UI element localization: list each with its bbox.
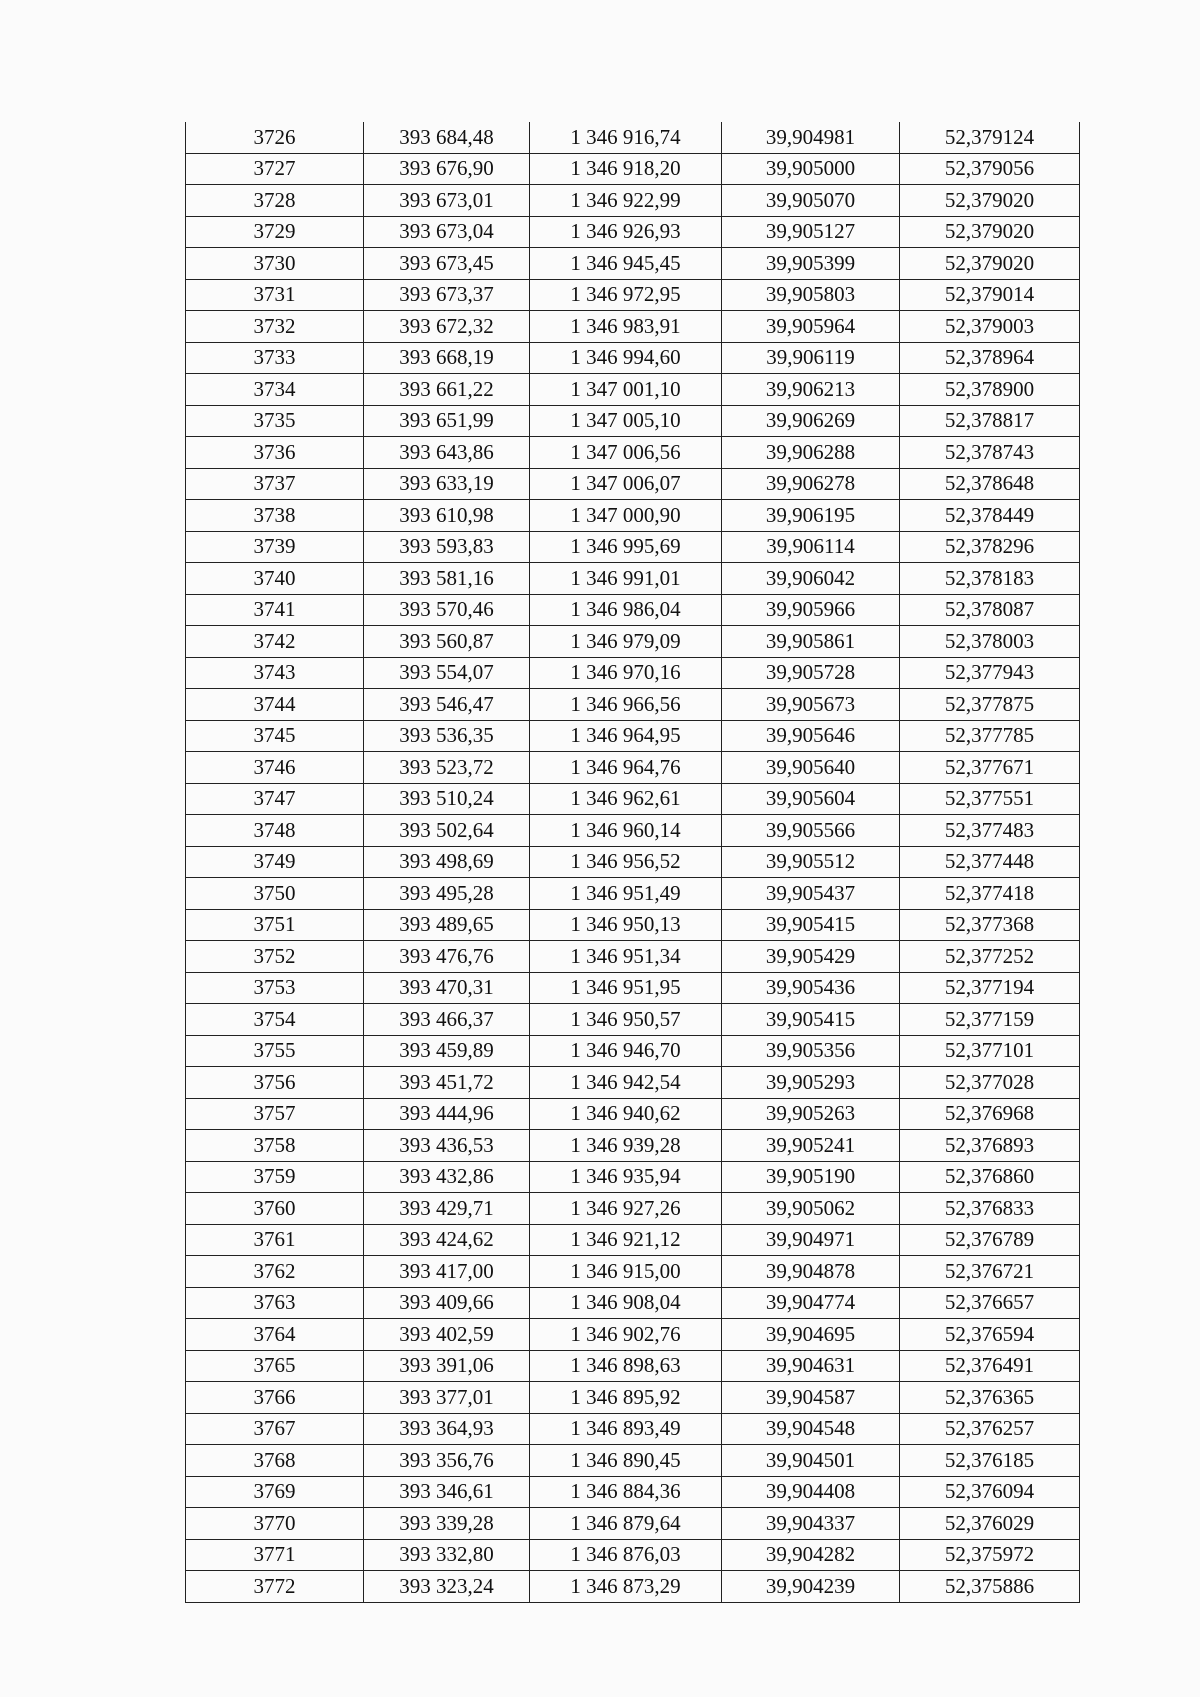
table-row: [186, 1067, 1080, 1099]
point-number-cell: 3734: [186, 374, 364, 406]
latitude-cell: 52,379020: [900, 185, 1080, 217]
longitude-cell: 39,905964: [722, 311, 900, 343]
longitude-cell: 39,906288: [722, 437, 900, 469]
longitude-cell: 39,905437: [722, 878, 900, 910]
y-coordinate-cell: 1 346 898,63: [530, 1350, 722, 1382]
latitude-cell: 52,378087: [900, 594, 1080, 626]
y-coordinate-cell: 1 346 879,64: [530, 1508, 722, 1540]
table-row: [186, 594, 1080, 626]
y-coordinate-cell: 1 346 983,91: [530, 311, 722, 343]
longitude-cell: 39,905190: [722, 1161, 900, 1193]
longitude-cell: 39,904501: [722, 1445, 900, 1477]
y-coordinate-cell: 1 346 908,04: [530, 1287, 722, 1319]
longitude-cell: 39,906042: [722, 563, 900, 595]
x-coordinate-cell: 393 661,22: [364, 374, 530, 406]
latitude-cell: 52,376594: [900, 1319, 1080, 1351]
point-number-cell: 3730: [186, 248, 364, 280]
x-coordinate-cell: 393 432,86: [364, 1161, 530, 1193]
x-coordinate-cell: 393 668,19: [364, 342, 530, 374]
table-row: [186, 815, 1080, 847]
longitude-cell: 39,905356: [722, 1035, 900, 1067]
x-coordinate-cell: 393 633,19: [364, 468, 530, 500]
table-row: [186, 1193, 1080, 1225]
point-number-cell: 3758: [186, 1130, 364, 1162]
table-row: [186, 1161, 1080, 1193]
x-coordinate-cell: 393 676,90: [364, 153, 530, 185]
x-coordinate-cell: 393 451,72: [364, 1067, 530, 1099]
point-number-cell: 3760: [186, 1193, 364, 1225]
table-row: [186, 563, 1080, 595]
point-number-cell: 3757: [186, 1098, 364, 1130]
point-number-cell: 3772: [186, 1571, 364, 1603]
table-row: [186, 878, 1080, 910]
y-coordinate-cell: 1 346 946,70: [530, 1035, 722, 1067]
longitude-cell: 39,905512: [722, 846, 900, 878]
x-coordinate-cell: 393 346,61: [364, 1476, 530, 1508]
table-row: [186, 1508, 1080, 1540]
y-coordinate-cell: 1 346 964,76: [530, 752, 722, 784]
point-number-cell: 3738: [186, 500, 364, 532]
table-row: [186, 1287, 1080, 1319]
latitude-cell: 52,377785: [900, 720, 1080, 752]
point-number-cell: 3741: [186, 594, 364, 626]
y-coordinate-cell: 1 346 951,95: [530, 972, 722, 1004]
latitude-cell: 52,377101: [900, 1035, 1080, 1067]
point-number-cell: 3744: [186, 689, 364, 721]
table-row: [186, 248, 1080, 280]
longitude-cell: 39,904971: [722, 1224, 900, 1256]
point-number-cell: 3765: [186, 1350, 364, 1382]
latitude-cell: 52,379003: [900, 311, 1080, 343]
x-coordinate-cell: 393 581,16: [364, 563, 530, 595]
point-number-cell: 3743: [186, 657, 364, 689]
point-number-cell: 3748: [186, 815, 364, 847]
point-number-cell: 3759: [186, 1161, 364, 1193]
point-number-cell: 3769: [186, 1476, 364, 1508]
x-coordinate-cell: 393 672,32: [364, 311, 530, 343]
table-row: [186, 1256, 1080, 1288]
y-coordinate-cell: 1 346 950,13: [530, 909, 722, 941]
longitude-cell: 39,905803: [722, 279, 900, 311]
y-coordinate-cell: 1 346 945,45: [530, 248, 722, 280]
latitude-cell: 52,377483: [900, 815, 1080, 847]
x-coordinate-cell: 393 673,01: [364, 185, 530, 217]
point-number-cell: 3739: [186, 531, 364, 563]
table-row: [186, 1130, 1080, 1162]
latitude-cell: 52,376721: [900, 1256, 1080, 1288]
longitude-cell: 39,904548: [722, 1413, 900, 1445]
longitude-cell: 39,905604: [722, 783, 900, 815]
y-coordinate-cell: 1 346 876,03: [530, 1539, 722, 1571]
latitude-cell: 52,377159: [900, 1004, 1080, 1036]
table-row: [186, 216, 1080, 248]
y-coordinate-cell: 1 346 916,74: [530, 122, 722, 153]
longitude-cell: 39,906114: [722, 531, 900, 563]
y-coordinate-cell: 1 347 000,90: [530, 500, 722, 532]
latitude-cell: 52,377194: [900, 972, 1080, 1004]
y-coordinate-cell: 1 346 918,20: [530, 153, 722, 185]
latitude-cell: 52,375886: [900, 1571, 1080, 1603]
latitude-cell: 52,379020: [900, 248, 1080, 280]
point-number-cell: 3727: [186, 153, 364, 185]
point-number-cell: 3756: [186, 1067, 364, 1099]
coordinates-table-body: [186, 122, 1080, 1602]
longitude-cell: 39,905062: [722, 1193, 900, 1225]
x-coordinate-cell: 393 489,65: [364, 909, 530, 941]
latitude-cell: 52,377448: [900, 846, 1080, 878]
point-number-cell: 3754: [186, 1004, 364, 1036]
y-coordinate-cell: 1 346 902,76: [530, 1319, 722, 1351]
y-coordinate-cell: 1 346 995,69: [530, 531, 722, 563]
longitude-cell: 39,905646: [722, 720, 900, 752]
point-number-cell: 3766: [186, 1382, 364, 1414]
longitude-cell: 39,904282: [722, 1539, 900, 1571]
point-number-cell: 3736: [186, 437, 364, 469]
table-row: [186, 846, 1080, 878]
point-number-cell: 3737: [186, 468, 364, 500]
latitude-cell: 52,376893: [900, 1130, 1080, 1162]
latitude-cell: 52,376491: [900, 1350, 1080, 1382]
longitude-cell: 39,905415: [722, 1004, 900, 1036]
latitude-cell: 52,376833: [900, 1193, 1080, 1225]
point-number-cell: 3755: [186, 1035, 364, 1067]
x-coordinate-cell: 393 560,87: [364, 626, 530, 658]
point-number-cell: 3726: [186, 122, 364, 153]
y-coordinate-cell: 1 347 006,07: [530, 468, 722, 500]
y-coordinate-cell: 1 346 873,29: [530, 1571, 722, 1603]
point-number-cell: 3762: [186, 1256, 364, 1288]
longitude-cell: 39,905728: [722, 657, 900, 689]
point-number-cell: 3728: [186, 185, 364, 217]
table-row: [186, 626, 1080, 658]
longitude-cell: 39,905241: [722, 1130, 900, 1162]
x-coordinate-cell: 393 593,83: [364, 531, 530, 563]
y-coordinate-cell: 1 346 942,54: [530, 1067, 722, 1099]
latitude-cell: 52,378817: [900, 405, 1080, 437]
y-coordinate-cell: 1 346 986,04: [530, 594, 722, 626]
table-row: [186, 468, 1080, 500]
latitude-cell: 52,377551: [900, 783, 1080, 815]
x-coordinate-cell: 393 377,01: [364, 1382, 530, 1414]
point-number-cell: 3753: [186, 972, 364, 1004]
table-row: [186, 1098, 1080, 1130]
longitude-cell: 39,905429: [722, 941, 900, 973]
y-coordinate-cell: 1 346 964,95: [530, 720, 722, 752]
x-coordinate-cell: 393 684,48: [364, 122, 530, 153]
x-coordinate-cell: 393 332,80: [364, 1539, 530, 1571]
point-number-cell: 3770: [186, 1508, 364, 1540]
x-coordinate-cell: 393 651,99: [364, 405, 530, 437]
point-number-cell: 3733: [186, 342, 364, 374]
latitude-cell: 52,379014: [900, 279, 1080, 311]
x-coordinate-cell: 393 459,89: [364, 1035, 530, 1067]
longitude-cell: 39,906269: [722, 405, 900, 437]
point-number-cell: 3732: [186, 311, 364, 343]
point-number-cell: 3763: [186, 1287, 364, 1319]
latitude-cell: 52,377028: [900, 1067, 1080, 1099]
table-row: [186, 909, 1080, 941]
x-coordinate-cell: 393 436,53: [364, 1130, 530, 1162]
latitude-cell: 52,378900: [900, 374, 1080, 406]
longitude-cell: 39,906119: [722, 342, 900, 374]
y-coordinate-cell: 1 346 926,93: [530, 216, 722, 248]
y-coordinate-cell: 1 346 922,99: [530, 185, 722, 217]
y-coordinate-cell: 1 346 994,60: [530, 342, 722, 374]
table-row: [186, 437, 1080, 469]
x-coordinate-cell: 393 339,28: [364, 1508, 530, 1540]
point-number-cell: 3749: [186, 846, 364, 878]
x-coordinate-cell: 393 364,93: [364, 1413, 530, 1445]
table-row: [186, 1476, 1080, 1508]
table-row: [186, 657, 1080, 689]
x-coordinate-cell: 393 470,31: [364, 972, 530, 1004]
y-coordinate-cell: 1 346 940,62: [530, 1098, 722, 1130]
point-number-cell: 3735: [186, 405, 364, 437]
table-row: [186, 500, 1080, 532]
longitude-cell: 39,904774: [722, 1287, 900, 1319]
x-coordinate-cell: 393 643,86: [364, 437, 530, 469]
point-number-cell: 3747: [186, 783, 364, 815]
table-row: [186, 1224, 1080, 1256]
latitude-cell: 52,378183: [900, 563, 1080, 595]
x-coordinate-cell: 393 536,35: [364, 720, 530, 752]
latitude-cell: 52,379020: [900, 216, 1080, 248]
latitude-cell: 52,378743: [900, 437, 1080, 469]
point-number-cell: 3746: [186, 752, 364, 784]
y-coordinate-cell: 1 346 935,94: [530, 1161, 722, 1193]
longitude-cell: 39,904981: [722, 122, 900, 153]
point-number-cell: 3750: [186, 878, 364, 910]
longitude-cell: 39,904695: [722, 1319, 900, 1351]
table-row: [186, 279, 1080, 311]
table-row: [186, 1539, 1080, 1571]
longitude-cell: 39,905640: [722, 752, 900, 784]
x-coordinate-cell: 393 610,98: [364, 500, 530, 532]
y-coordinate-cell: 1 346 951,49: [530, 878, 722, 910]
latitude-cell: 52,378964: [900, 342, 1080, 374]
point-number-cell: 3752: [186, 941, 364, 973]
longitude-cell: 39,905070: [722, 185, 900, 217]
table-row: [186, 972, 1080, 1004]
table-row: [186, 1035, 1080, 1067]
latitude-cell: 52,376789: [900, 1224, 1080, 1256]
latitude-cell: 52,378648: [900, 468, 1080, 500]
latitude-cell: 52,376185: [900, 1445, 1080, 1477]
longitude-cell: 39,906195: [722, 500, 900, 532]
longitude-cell: 39,905861: [722, 626, 900, 658]
table-row: [186, 1445, 1080, 1477]
y-coordinate-cell: 1 346 927,26: [530, 1193, 722, 1225]
x-coordinate-cell: 393 510,24: [364, 783, 530, 815]
table-row: [186, 1319, 1080, 1351]
longitude-cell: 39,904408: [722, 1476, 900, 1508]
table-row: [186, 122, 1080, 153]
longitude-cell: 39,906278: [722, 468, 900, 500]
y-coordinate-cell: 1 346 939,28: [530, 1130, 722, 1162]
x-coordinate-cell: 393 424,62: [364, 1224, 530, 1256]
latitude-cell: 52,377418: [900, 878, 1080, 910]
x-coordinate-cell: 393 429,71: [364, 1193, 530, 1225]
x-coordinate-cell: 393 417,00: [364, 1256, 530, 1288]
longitude-cell: 39,905415: [722, 909, 900, 941]
longitude-cell: 39,905293: [722, 1067, 900, 1099]
longitude-cell: 39,906213: [722, 374, 900, 406]
y-coordinate-cell: 1 346 960,14: [530, 815, 722, 847]
x-coordinate-cell: 393 356,76: [364, 1445, 530, 1477]
y-coordinate-cell: 1 346 956,52: [530, 846, 722, 878]
y-coordinate-cell: 1 346 951,34: [530, 941, 722, 973]
x-coordinate-cell: 393 502,64: [364, 815, 530, 847]
y-coordinate-cell: 1 346 921,12: [530, 1224, 722, 1256]
x-coordinate-cell: 393 673,37: [364, 279, 530, 311]
latitude-cell: 52,375972: [900, 1539, 1080, 1571]
longitude-cell: 39,905966: [722, 594, 900, 626]
table-row: [186, 153, 1080, 185]
table-row: [186, 185, 1080, 217]
latitude-cell: 52,376257: [900, 1413, 1080, 1445]
table-row: [186, 1382, 1080, 1414]
point-number-cell: 3729: [186, 216, 364, 248]
longitude-cell: 39,904878: [722, 1256, 900, 1288]
x-coordinate-cell: 393 402,59: [364, 1319, 530, 1351]
table-row: [186, 1004, 1080, 1036]
x-coordinate-cell: 393 673,04: [364, 216, 530, 248]
y-coordinate-cell: 1 347 005,10: [530, 405, 722, 437]
latitude-cell: 52,379056: [900, 153, 1080, 185]
table-row: [186, 752, 1080, 784]
y-coordinate-cell: 1 346 893,49: [530, 1413, 722, 1445]
latitude-cell: 52,377252: [900, 941, 1080, 973]
latitude-cell: 52,376657: [900, 1287, 1080, 1319]
y-coordinate-cell: 1 346 991,01: [530, 563, 722, 595]
x-coordinate-cell: 393 391,06: [364, 1350, 530, 1382]
table-row: [186, 720, 1080, 752]
latitude-cell: 52,377368: [900, 909, 1080, 941]
x-coordinate-cell: 393 466,37: [364, 1004, 530, 1036]
point-number-cell: 3745: [186, 720, 364, 752]
latitude-cell: 52,376029: [900, 1508, 1080, 1540]
y-coordinate-cell: 1 346 962,61: [530, 783, 722, 815]
table-row: [186, 531, 1080, 563]
y-coordinate-cell: 1 346 915,00: [530, 1256, 722, 1288]
x-coordinate-cell: 393 444,96: [364, 1098, 530, 1130]
table-row: [186, 941, 1080, 973]
latitude-cell: 52,378449: [900, 500, 1080, 532]
longitude-cell: 39,905000: [722, 153, 900, 185]
table-row: [186, 374, 1080, 406]
point-number-cell: 3731: [186, 279, 364, 311]
x-coordinate-cell: 393 523,72: [364, 752, 530, 784]
point-number-cell: 3768: [186, 1445, 364, 1477]
x-coordinate-cell: 393 546,47: [364, 689, 530, 721]
longitude-cell: 39,905127: [722, 216, 900, 248]
y-coordinate-cell: 1 346 966,56: [530, 689, 722, 721]
latitude-cell: 52,378296: [900, 531, 1080, 563]
longitude-cell: 39,905263: [722, 1098, 900, 1130]
x-coordinate-cell: 393 498,69: [364, 846, 530, 878]
latitude-cell: 52,376860: [900, 1161, 1080, 1193]
coordinates-table: [185, 122, 1080, 1603]
table-row: [186, 405, 1080, 437]
longitude-cell: 39,904587: [722, 1382, 900, 1414]
x-coordinate-cell: 393 673,45: [364, 248, 530, 280]
table-row: [186, 311, 1080, 343]
x-coordinate-cell: 393 323,24: [364, 1571, 530, 1603]
y-coordinate-cell: 1 346 895,92: [530, 1382, 722, 1414]
x-coordinate-cell: 393 409,66: [364, 1287, 530, 1319]
longitude-cell: 39,905399: [722, 248, 900, 280]
longitude-cell: 39,905673: [722, 689, 900, 721]
point-number-cell: 3740: [186, 563, 364, 595]
x-coordinate-cell: 393 495,28: [364, 878, 530, 910]
point-number-cell: 3751: [186, 909, 364, 941]
table-row: [186, 1350, 1080, 1382]
latitude-cell: 52,377671: [900, 752, 1080, 784]
table-row: [186, 342, 1080, 374]
latitude-cell: 52,379124: [900, 122, 1080, 153]
y-coordinate-cell: 1 346 972,95: [530, 279, 722, 311]
point-number-cell: 3771: [186, 1539, 364, 1571]
y-coordinate-cell: 1 346 970,16: [530, 657, 722, 689]
longitude-cell: 39,904631: [722, 1350, 900, 1382]
longitude-cell: 39,905566: [722, 815, 900, 847]
point-number-cell: 3761: [186, 1224, 364, 1256]
longitude-cell: 39,904337: [722, 1508, 900, 1540]
latitude-cell: 52,376968: [900, 1098, 1080, 1130]
y-coordinate-cell: 1 347 006,56: [530, 437, 722, 469]
latitude-cell: 52,377875: [900, 689, 1080, 721]
latitude-cell: 52,377943: [900, 657, 1080, 689]
latitude-cell: 52,376365: [900, 1382, 1080, 1414]
x-coordinate-cell: 393 570,46: [364, 594, 530, 626]
y-coordinate-cell: 1 346 884,36: [530, 1476, 722, 1508]
table-row: [186, 1571, 1080, 1603]
x-coordinate-cell: 393 554,07: [364, 657, 530, 689]
x-coordinate-cell: 393 476,76: [364, 941, 530, 973]
point-number-cell: 3764: [186, 1319, 364, 1351]
y-coordinate-cell: 1 346 979,09: [530, 626, 722, 658]
latitude-cell: 52,376094: [900, 1476, 1080, 1508]
longitude-cell: 39,905436: [722, 972, 900, 1004]
table-row: [186, 689, 1080, 721]
longitude-cell: 39,904239: [722, 1571, 900, 1603]
point-number-cell: 3767: [186, 1413, 364, 1445]
y-coordinate-cell: 1 346 950,57: [530, 1004, 722, 1036]
latitude-cell: 52,378003: [900, 626, 1080, 658]
point-number-cell: 3742: [186, 626, 364, 658]
table-row: [186, 783, 1080, 815]
y-coordinate-cell: 1 347 001,10: [530, 374, 722, 406]
table-row: [186, 1413, 1080, 1445]
y-coordinate-cell: 1 346 890,45: [530, 1445, 722, 1477]
